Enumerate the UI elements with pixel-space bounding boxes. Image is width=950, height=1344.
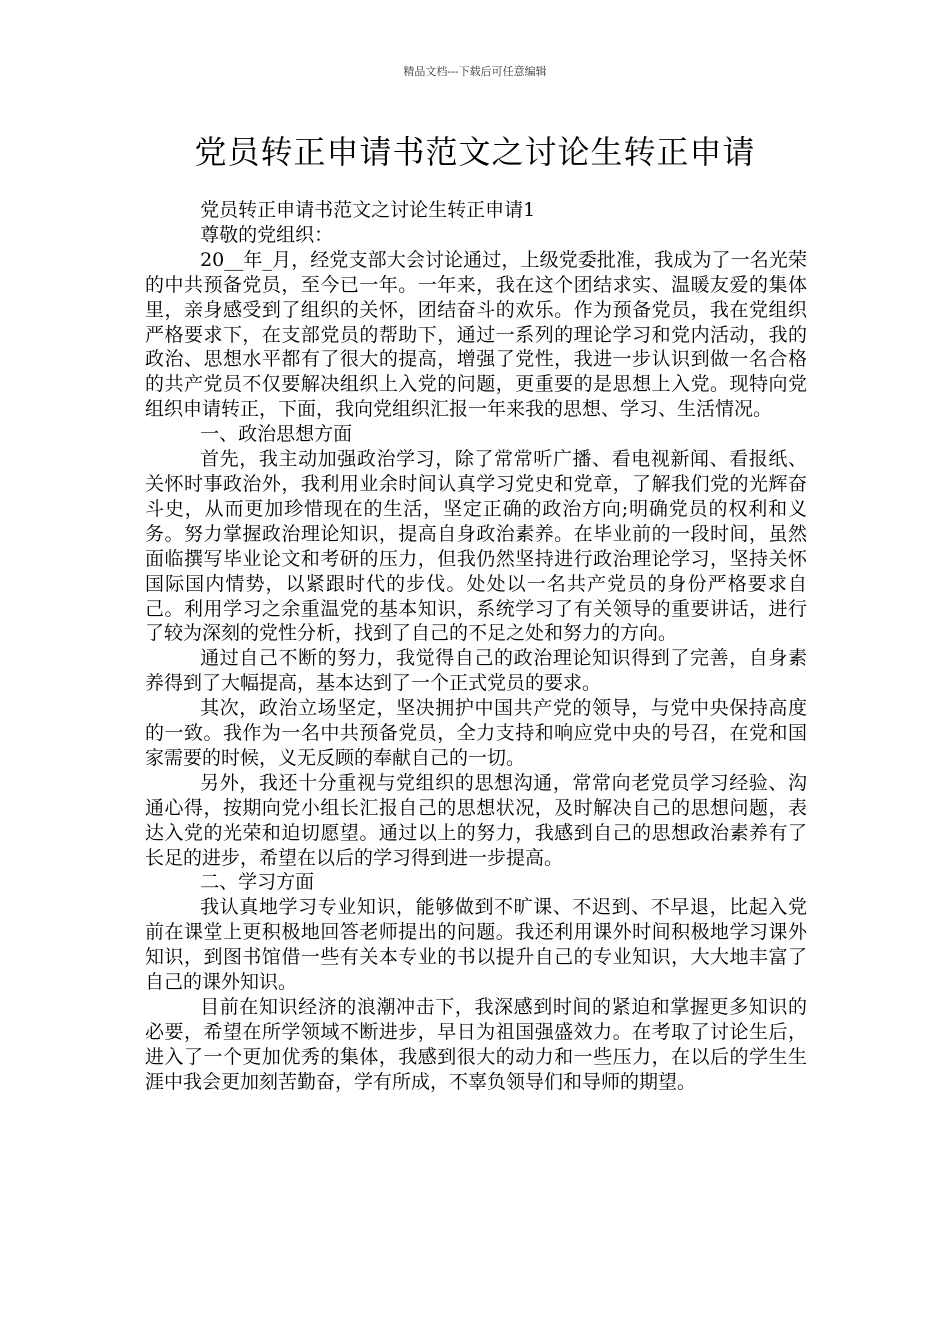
body-paragraph: 其次，政治立场坚定，坚决拥护中国共产党的领导，与党中央保持高度的一致。我作为一名中共预备党员，全力支持和响应党中央的号召，在党和国家需要的时候，义无反顾的奉献自己的一切。: [145, 697, 807, 769]
document-subtitle: 党员转正申请书范文之讨论生转正申请1: [200, 199, 536, 221]
salutation: 尊敬的党组织：: [200, 223, 334, 246]
body-paragraph: 我认真地学习专业知识，能够做到不旷课、不迟到、不早退，比起入党前在课堂上更积极地回答老师提出的问题。我还利用课外时间积极地学习课外知识，到图书馆借一些有关本专业的书以提升自己的专业知识，大大地丰富了自己的课外知识。: [145, 896, 807, 994]
body-paragraph: 20__年_月，经党支部大会讨论通过，上级党委批准，我成为了一名光荣的中共预备党员，至今已一年。一年来，我在这个团结求实、温暖友爱的集体里，亲身感受到了组织的关怀，团结奋斗的欢乐。作为预备党员，我在党组织严格要求下，在支部党员的帮助下，通过一系列的理论学习和党内活动，我的政治、思想水平都有了很大的提高，增强了党性，我进一步认识到做一名合格的共产党员不仅要解决组织上入党的问题，更重要的是思想上入党。现特向党组织申请转正，下面，我向党组织汇报一年来我的思想、学习、生活情况。: [145, 248, 807, 421]
body-paragraph: 另外，我还十分重视与党组织的思想沟通，常常向老党员学习经验、沟通心得，按期向党小组长汇报自己的思想状况，及时解决自己的思想问题，表达入党的光荣和迫切愿望。通过以上的努力，我感到自己的思想政治素养有了长足的进步，希望在以后的学习得到进一步提高。: [145, 771, 807, 869]
document-title: 党员转正申请书范文之讨论生转正申请: [194, 133, 756, 171]
document-body: [145, 198, 807, 1095]
header-note: 精品文档---下载后可任意编辑: [403, 65, 547, 78]
body-paragraph: 首先，我主动加强政治学习，除了常常听广播、看电视新闻、看报纸、关怀时事政治外，我利用业余时间认真学习党史和党章，了解我们党的光辉奋斗史，从而更加珍惜现在的生活，坚定正确的政治方向;明确党员的权利和义务。努力掌握政治理论知识，提高自身政治素养。在毕业前的一段时间，虽然面临撰写毕业论文和考研的压力，但我仍然坚持进行政治理论学习，坚持关怀国际国内情势，以紧跟时代的步伐。处处以一名共产党员的身份严格要求自己。利用学习之余重温党的基本知识，系统学习了有关领导的重要讲话，进行了较为深刻的党性分析，找到了自己的不足之处和努力的方向。: [145, 448, 807, 645]
section-heading: 二、学习方面: [200, 871, 315, 894]
body-paragraph: 通过自己不断的努力，我觉得自己的政治理论知识得到了完善，自身素养得到了大幅提高，基本达到了一个正式党员的要求。: [145, 647, 807, 695]
section-heading: 一、政治思想方面: [200, 423, 353, 446]
body-paragraph: 目前在知识经济的浪潮冲击下，我深感到时间的紧迫和掌握更多知识的必要，希望在所学领域不断进步，早日为祖国强盛效力。在考取了讨论生后，进入了一个更加优秀的集体，我感到很大的动力和一些压力，在以后的学生生涯中我会更加刻苦勤奋，学有所成，不辜负领导们和导师的期望。: [145, 996, 807, 1093]
